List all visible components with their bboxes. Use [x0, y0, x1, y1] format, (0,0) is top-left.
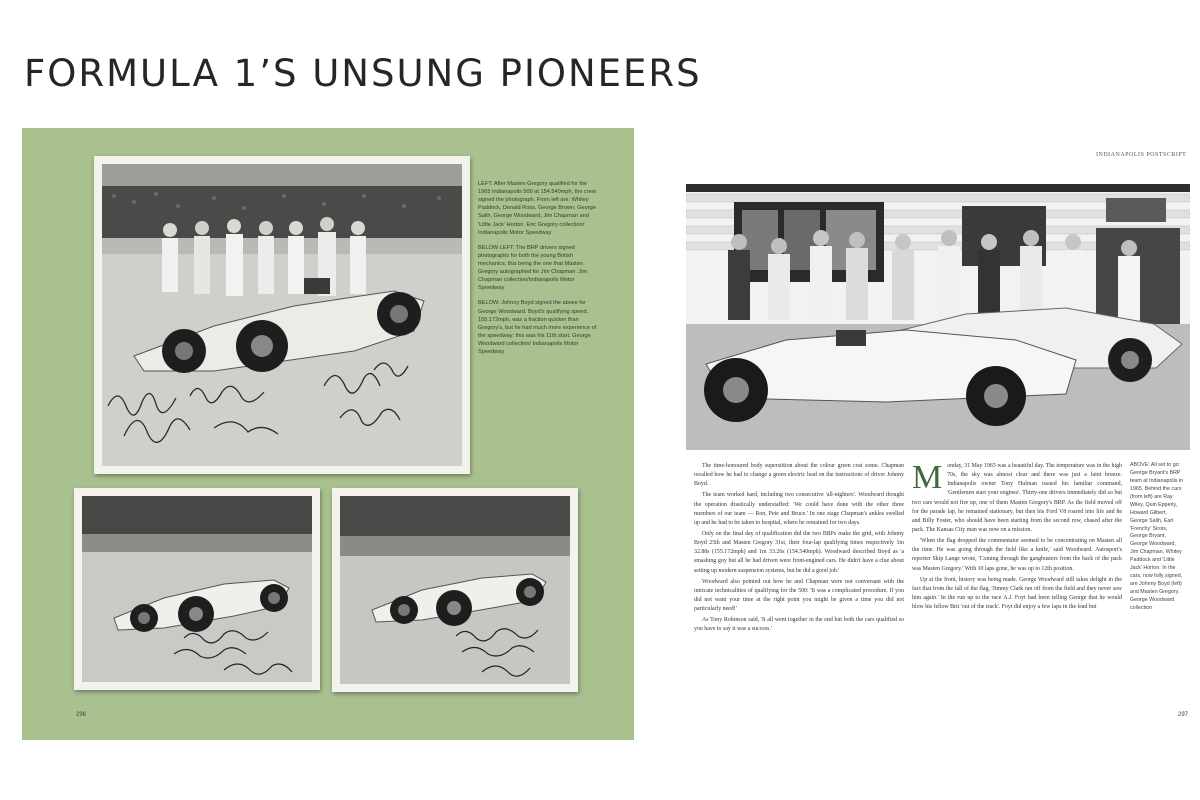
- paragraph-with-dropcap: [912, 459, 1122, 535]
- paragraph: The team worked hard, including two consecutive 'all-nighters'. Woodward thought the operation drastically understaffed: 'We could have done with the other three members of our team — Ron, Pete and Bruce.' In one stage Chapman's ankles swelled up and he had to be taken to hospital, where he remained for two days.: [694, 492, 904, 526]
- paragraph: 'When the flag dropped the commentator seemed to be concentrating on Masten all the time. He was going through the field like a knife,' said Woodward. Autosport's reporter Skip Lange wrote, 'Coming through the gangbusters from the back of the pack was Masten Gregory.' With 10 laps gone, he was up to 12th position.: [912, 538, 1122, 572]
- page-number-left: 296: [76, 712, 87, 718]
- masten-gregory-signed-photo: [74, 488, 320, 690]
- left-page-captions: [478, 180, 598, 363]
- brp-team-photo: [686, 184, 1190, 450]
- caption-below: BELOW: Johnny Boyd signed the above for George Woodward. Boyd's qualifying speed, 155.172mph, was a fraction quicker than Gregory's, but he had much more experience of the speedway: this was his 11th start. George Woodward collection/ Indianapolis Motor Speedway: [478, 300, 597, 356]
- page-number-right: 297: [1178, 712, 1189, 718]
- photo-caption-above: ABOVE: All set to go: George Bryant's BRP team at Indianapolis in 1965. Behind the cars (from left) are Ray Wiley, Quin Epperly, Howard Gilbert, George Salih, Earl 'Frenchy' Sirois, George Bryant, George Woodward, Jim Chapman, Whitey Paddock and 'Little Jack' Horton. In the cars, now fully signed, are Johnny Boyd (left) and Masten Gregory. George Woodward collection: [1130, 462, 1184, 611]
- paragraph-text: onday, 31 May 1965 was a beautiful day. The temperature was in the high 70s, the sky was almost clear and there was just a faint breeze. Indianapolis owner Tony Hulman issued his familiar command, 'Gentlemen start your engines'. Thirty-one drivers immediately did so but two cars would not fire up, one of them Masten Gregory's BRP. As the field moved off for the parade lap, he remained stationary, but then his Ford V8 roared into life and he and Billy Foster, who should have been starting from the second row, chased after the pack. The Kansas City man was now on a mission.: [912, 463, 1122, 533]
- left-page: [22, 128, 634, 740]
- paragraph: As Tony Robinson said, 'It all went together in the end but both the cars qualified so you have to say it was a success.': [694, 617, 904, 633]
- paragraph: Only on the final day of qualification did the two BRPs make the grid, with Johnny Boyd 25th and Masten Gregory 31st, their four-lap qualifying times respectively 1m 32.88s (155.172mph) and 1m 33.26s (154.540mph). Woodward described Boyd as 'a smashing guy but all he had driven were front-engined cars. He didn't have a clue about setting up modern suspension systems, but he did a good job.': [694, 530, 904, 574]
- page-title: FORMULA 1’S UNSUNG PIONEERS: [24, 52, 702, 95]
- caption-left: LEFT: After Masten Gregory qualified for the 1965 Indianapolis 500 at 154.540mph, the crew signed the photograph. From left are: Whitey Paddock, Donald Ross, George Brown, George Salih, George Woodward, Jim Chapman and 'Little Jack' Horton. Eric Gregory collection/ Indianapolis Motor Speedway: [478, 181, 596, 236]
- running-head: INDIANAPOLIS POSTSCRIPT: [1096, 152, 1187, 158]
- signed-crew-photo: [94, 156, 470, 474]
- caption-below-left: BELOW LEFT: The BRP drivers signed photographs for both the young British mechanics, this being the one that Masten Gregory autographed for Jim Chapman. Jim Chapman collection/Indianapolis Motor Speedway: [478, 244, 588, 292]
- paragraph: Woodward also pointed out how he and Chapman were not conversant with the intricate technicalities of qualifying for the 500: 'It was a complicated procedure. If you did not want your time at the right point you might be given a time you did not particularly need!': [694, 578, 904, 613]
- body-column-1: [694, 462, 904, 637]
- dropcap: M: [912, 459, 943, 496]
- paragraph: Up at the front, history was being made. George Woodward still takes delight in the fact that from the fall of the flag, 'Jimmy Clark ran off from the field and they never saw him again.' In the run up to the race A.J. Foyt had been telling George that he would blow his fellow Brit 'out of the track'. Foyt did enjoy a few laps in the lead but: [912, 576, 1122, 611]
- johnny-boyd-signed-photo: [332, 488, 578, 692]
- body-column-2: [912, 459, 1122, 614]
- paragraph: The time-honoured body superstition about the colour green cost some. Chapman recalled how he had to change a green electric lead on the instructions of driver Johnny Boyd.: [694, 463, 904, 488]
